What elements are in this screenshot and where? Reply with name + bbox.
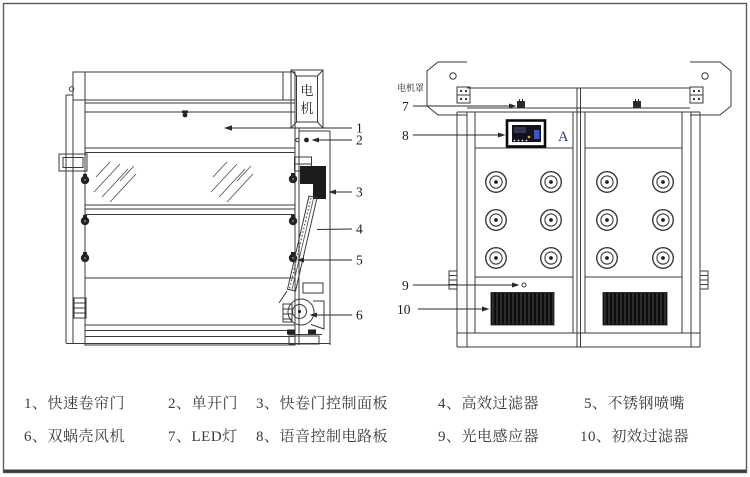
motor-box-label-char2: 机 (300, 101, 314, 116)
roller-housing (73, 72, 295, 100)
callout-3-number: 3 (356, 184, 363, 200)
right-view (397, 62, 731, 347)
legend-item-1: 1、快速卷帘门 (24, 396, 126, 412)
right-view-callouts (397, 99, 520, 317)
legend-item-7: 7、LED灯 (168, 429, 238, 445)
legend-item-5: 5、不锈钢喷嘴 (584, 396, 686, 412)
motor-cover-label: 电机罩 (397, 83, 425, 93)
primary-filter-right (603, 293, 667, 326)
callout-6-number: 6 (356, 307, 363, 323)
callout-9 (402, 278, 520, 293)
door-control-panel (300, 166, 326, 199)
primary-filter-left (491, 293, 554, 326)
callout-10 (397, 302, 490, 317)
legend-item-2: 2、单开门 (168, 396, 239, 412)
section-label-a: A (558, 129, 569, 145)
callout-4-number: 4 (356, 221, 363, 237)
hinge-block-left (457, 87, 470, 103)
callout-5-number: 5 (356, 252, 363, 268)
side-handle-right (700, 271, 708, 289)
legend-item-4: 4、高效过滤器 (438, 396, 540, 412)
side-nozzles (81, 173, 297, 262)
side-grille (74, 298, 86, 318)
legend-item-3: 3、快卷门控制面板 (256, 396, 389, 412)
callout-8 (402, 128, 506, 143)
callout-1 (224, 121, 363, 136)
hinge-block-right (690, 87, 703, 103)
side-handle-left (449, 271, 457, 289)
curtain-lock (182, 111, 188, 118)
glass-hatch-right (211, 162, 253, 202)
left-view (59, 70, 363, 345)
callout-3 (329, 185, 364, 200)
motor-box-label-char1: 电 (300, 83, 314, 98)
callout-10-number: 10 (397, 302, 411, 317)
top-band (457, 88, 700, 112)
voice-control-board (507, 121, 545, 147)
led-lamp-right (634, 99, 641, 108)
callout-2 (312, 133, 363, 148)
glass-hatch-left (94, 162, 136, 202)
legend-item-9: 9、光电感应器 (438, 429, 540, 445)
legend-item-8: 8、语音控制电路板 (256, 429, 389, 445)
door-body (85, 100, 295, 345)
callout-1-number: 1 (356, 120, 363, 136)
page-border (4, 4, 747, 473)
led-lamp-left (518, 99, 525, 108)
legend-item-6: 6、双蜗壳风机 (24, 429, 126, 445)
motor-box (291, 70, 323, 128)
motor-cover-bracket-right (690, 62, 731, 115)
callout-4 (317, 222, 363, 237)
callout-7-number: 7 (402, 99, 409, 114)
photo-sensor (522, 283, 526, 287)
callout-8-number: 8 (402, 128, 409, 143)
callout-9-number: 9 (402, 278, 409, 293)
callout-2-number: 2 (356, 132, 363, 148)
motor-cover-bracket-left (427, 62, 467, 115)
nozzle-grid (486, 172, 674, 269)
callout-6 (310, 308, 364, 323)
slanted-filter (279, 196, 317, 303)
legend-item-10: 10、初效过滤器 (580, 429, 690, 445)
volute-fan (283, 283, 324, 344)
